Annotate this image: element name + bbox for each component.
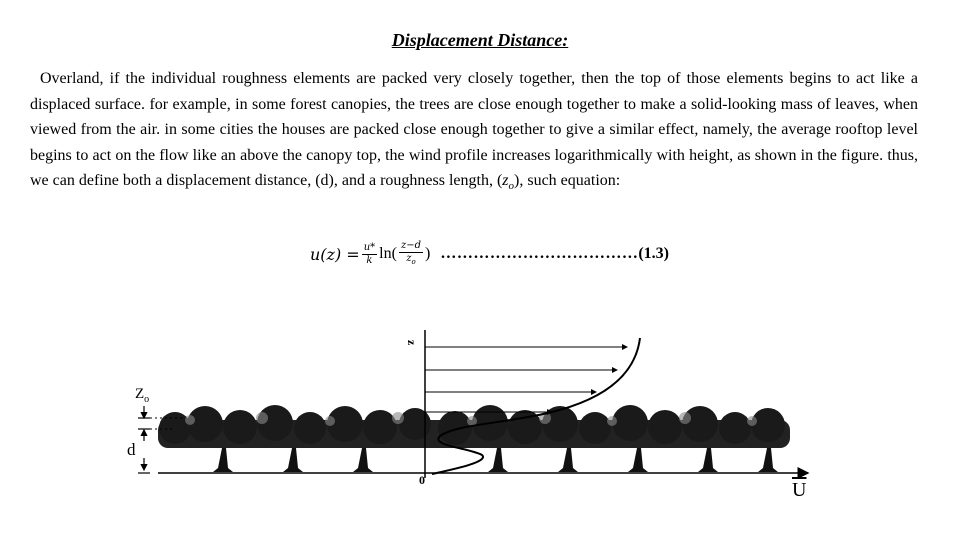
equation-lhs: u(z) = xyxy=(310,244,360,264)
paragraph-var: z xyxy=(502,172,509,189)
dimension-markers xyxy=(138,406,150,473)
origin-label: 0 xyxy=(419,473,425,487)
fraction-denominator-sub: o xyxy=(411,258,416,266)
equation-leader-dots: ……………………………… xyxy=(440,245,639,262)
paragraph-end: ), such equation: xyxy=(514,172,621,189)
fraction-denominator-var: z xyxy=(406,253,412,264)
ln-function: ln( xyxy=(379,245,397,262)
equation-number: (1.3) xyxy=(638,245,669,262)
paragraph-var-sub: o xyxy=(508,180,515,193)
forest-canopy xyxy=(158,405,790,472)
fraction-numerator: z−d xyxy=(400,240,422,251)
zo-label-sub: o xyxy=(144,394,150,405)
z-axis-label: z xyxy=(405,339,420,346)
fraction-numerator: u* xyxy=(363,241,376,253)
wind-profile-curve xyxy=(432,338,640,474)
d-label: d xyxy=(127,440,136,459)
zo-label-letter: Z xyxy=(135,386,145,402)
zo-label xyxy=(135,386,149,405)
velocity-arrows xyxy=(425,347,627,412)
paragraph-text: Overland, if the individual roughness elements are packed very closely together, then the top of those elements begins to act like a displaced surface. for example, in some forest canopies, the trees are close enough together to make a solid-looking mass of leaves, when viewed from the air. in some cities the houses are packed close enough together to give a similar effect, namely, the average rooftop level begins to act on the flow like an above the canopy top, the wind profile increases logarithmically with height, as shown in the figure. thus, we can define both a displacement distance, (d), and a roughness length, ( xyxy=(30,70,918,189)
fraction-denominator: k xyxy=(366,254,373,266)
slide-title: Displacement Distance: xyxy=(391,30,569,50)
mean-u-label: $\overline{U}$ xyxy=(792,479,807,501)
equation-close-paren: ) xyxy=(425,245,431,262)
